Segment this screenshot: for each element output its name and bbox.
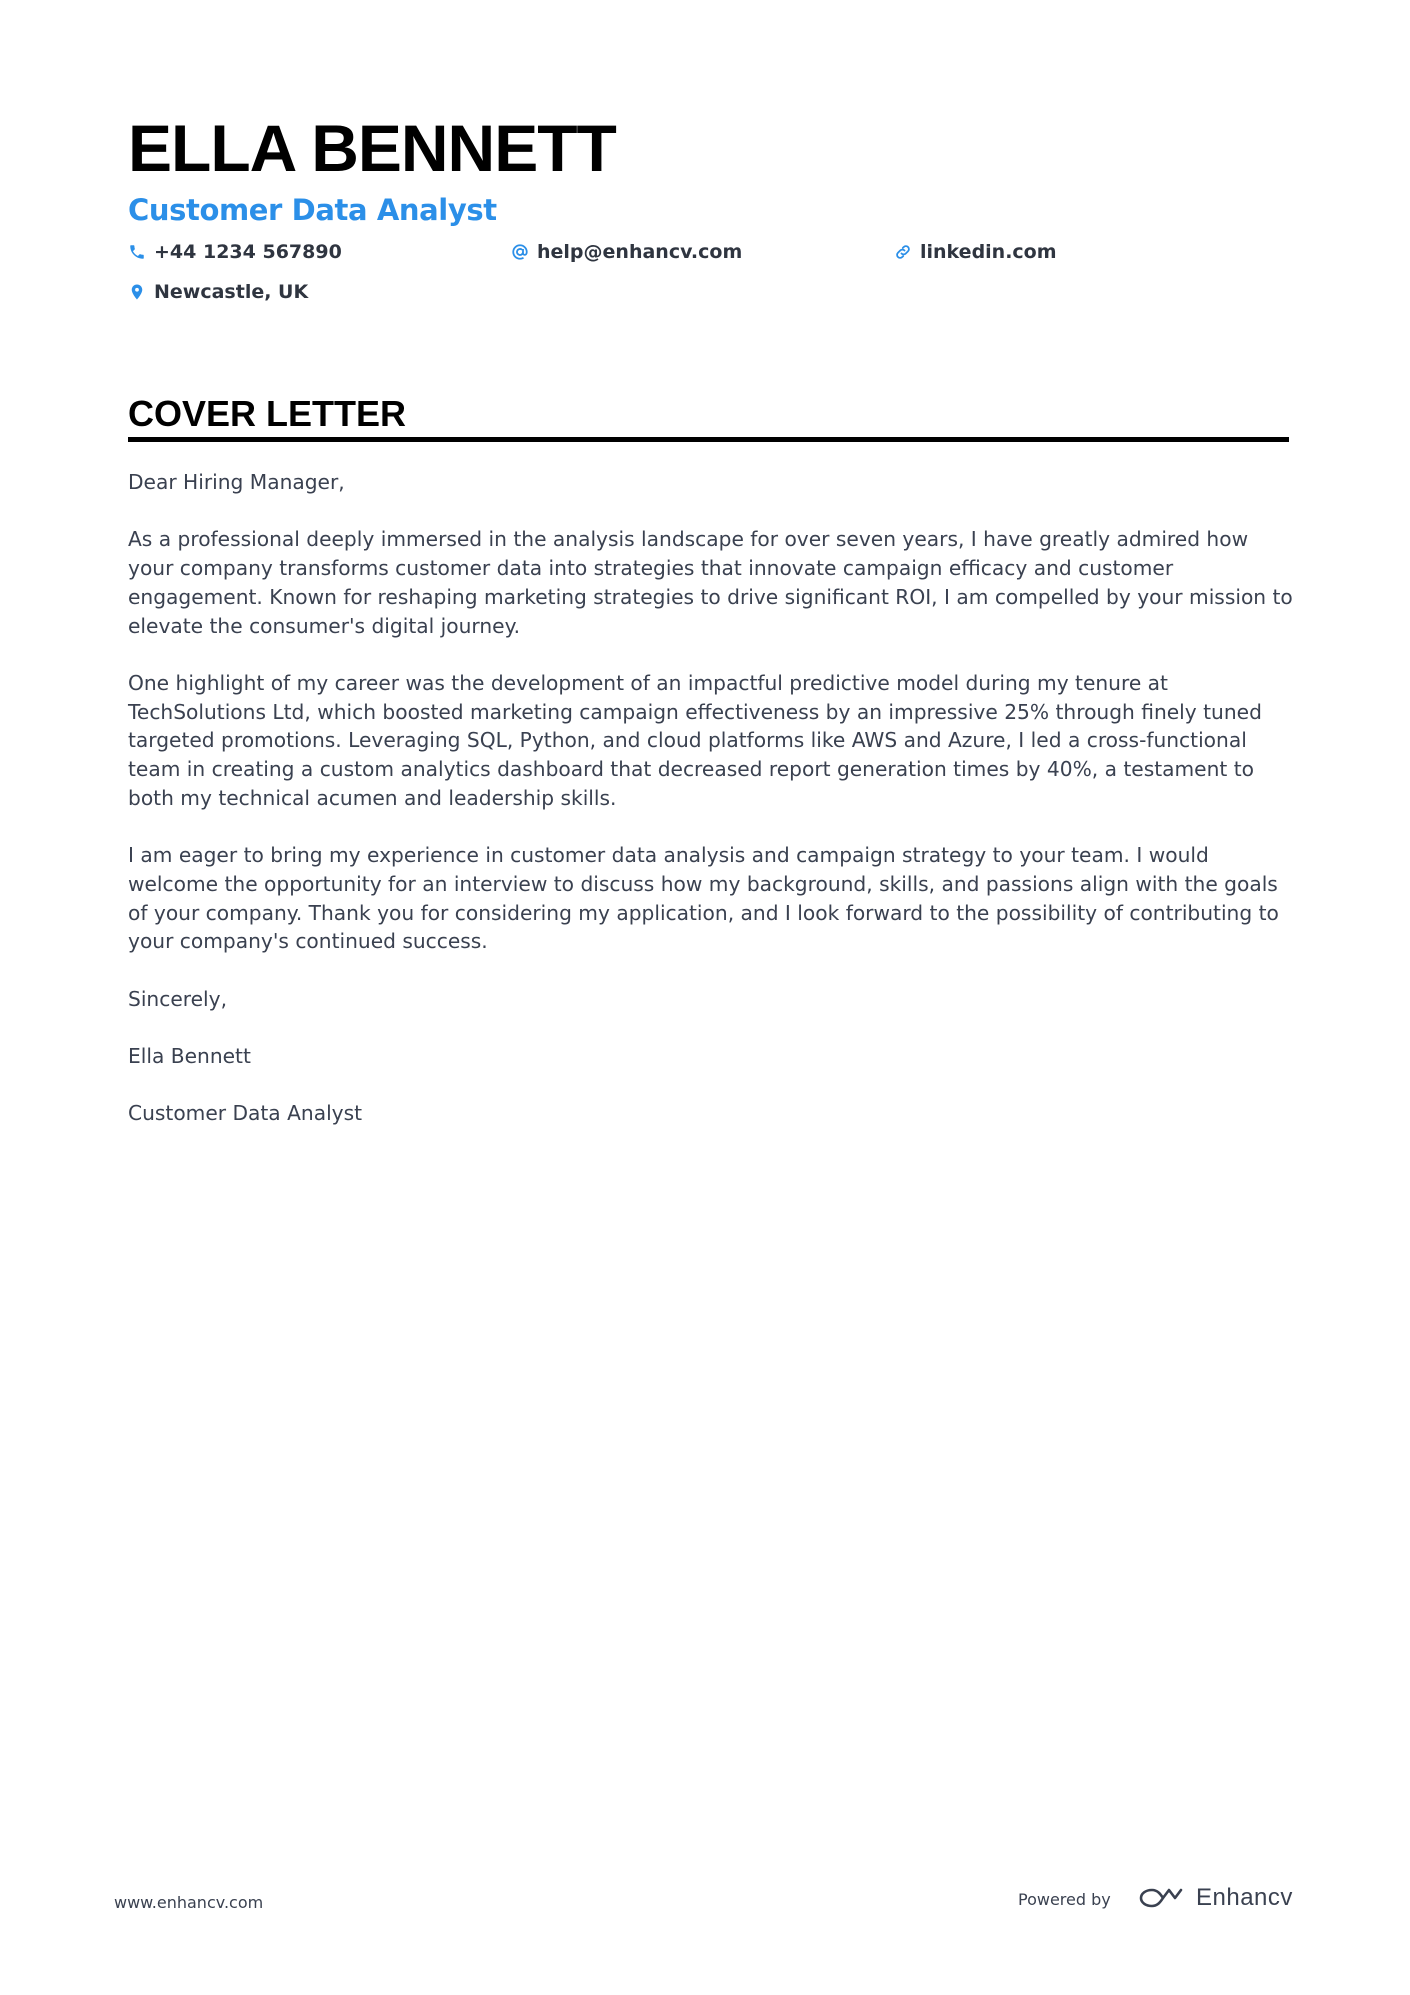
enhancv-brand[interactable]	[1138, 1884, 1293, 1912]
contact-phone[interactable]	[128, 241, 342, 263]
contact-email[interactable]	[511, 241, 742, 263]
signature-name: Ella Bennett	[128, 1043, 251, 1068]
section-divider	[128, 437, 1289, 442]
signature-title: Customer Data Analyst	[128, 1101, 363, 1126]
enhancv-logo-icon	[1138, 1885, 1186, 1911]
footer-website-link[interactable]: www.enhancv.com	[114, 1893, 264, 1912]
powered-by-label: Powered by	[1018, 1890, 1111, 1909]
letter-paragraph: One highlight of my career was the development of an impactful predictive model during my tenure at TechSolutions Ltd, which boosted marketing campaign effectiveness by an impressive 25% through finely tuned targeted promotions. Leveraging SQL, Python, and cloud platforms like AWS and Azure, I led a cross-functional team in creating a custom analytics dashboard that decreased report generation times by 40%, a testament to both my technical acumen and leadership skills.	[128, 670, 1262, 810]
contact-link[interactable]	[894, 241, 1057, 263]
letter-body	[128, 468, 1298, 1157]
letter-greeting: Dear Hiring Manager,	[128, 470, 345, 494]
contact-location-text: Newcastle, UK	[154, 281, 309, 303]
phone-icon	[128, 243, 146, 261]
applicant-role: Customer Data Analyst	[128, 193, 497, 227]
section-title: COVER LETTER	[128, 393, 407, 434]
applicant-name: ELLA BENNETT	[128, 111, 616, 185]
contact-location	[128, 281, 308, 303]
letter-paragraph: As a professional deeply immersed in the analysis landscape for over seven years, I have greatly admired how your company transforms customer data into strategies that innovate campaign efficacy and customer engagement. Known for reshaping marketing strategies to drive significant ROI, I am compelled by your mission to elevate the consumer's digital journey.	[128, 527, 1293, 638]
location-pin-icon	[128, 283, 146, 301]
contact-phone-text: +44 1234 567890	[154, 241, 342, 263]
at-sign-icon	[511, 243, 529, 261]
contact-link-text: linkedin.com	[920, 241, 1057, 263]
letter-paragraph: I am eager to bring my experience in customer data analysis and campaign strategy to your team. I would welcome the opportunity for an interview to discuss how my background, skills, and passions align with the goals of your company. Thank you for considering my application, and I look forward to the possibility of contributing to your company's continued success.	[128, 843, 1279, 954]
contact-email-text: help@enhancv.com	[537, 241, 743, 263]
link-icon	[894, 243, 912, 261]
enhancv-wordmark: Enhancv	[1196, 1884, 1293, 1911]
letter-closing: Sincerely,	[128, 986, 227, 1011]
